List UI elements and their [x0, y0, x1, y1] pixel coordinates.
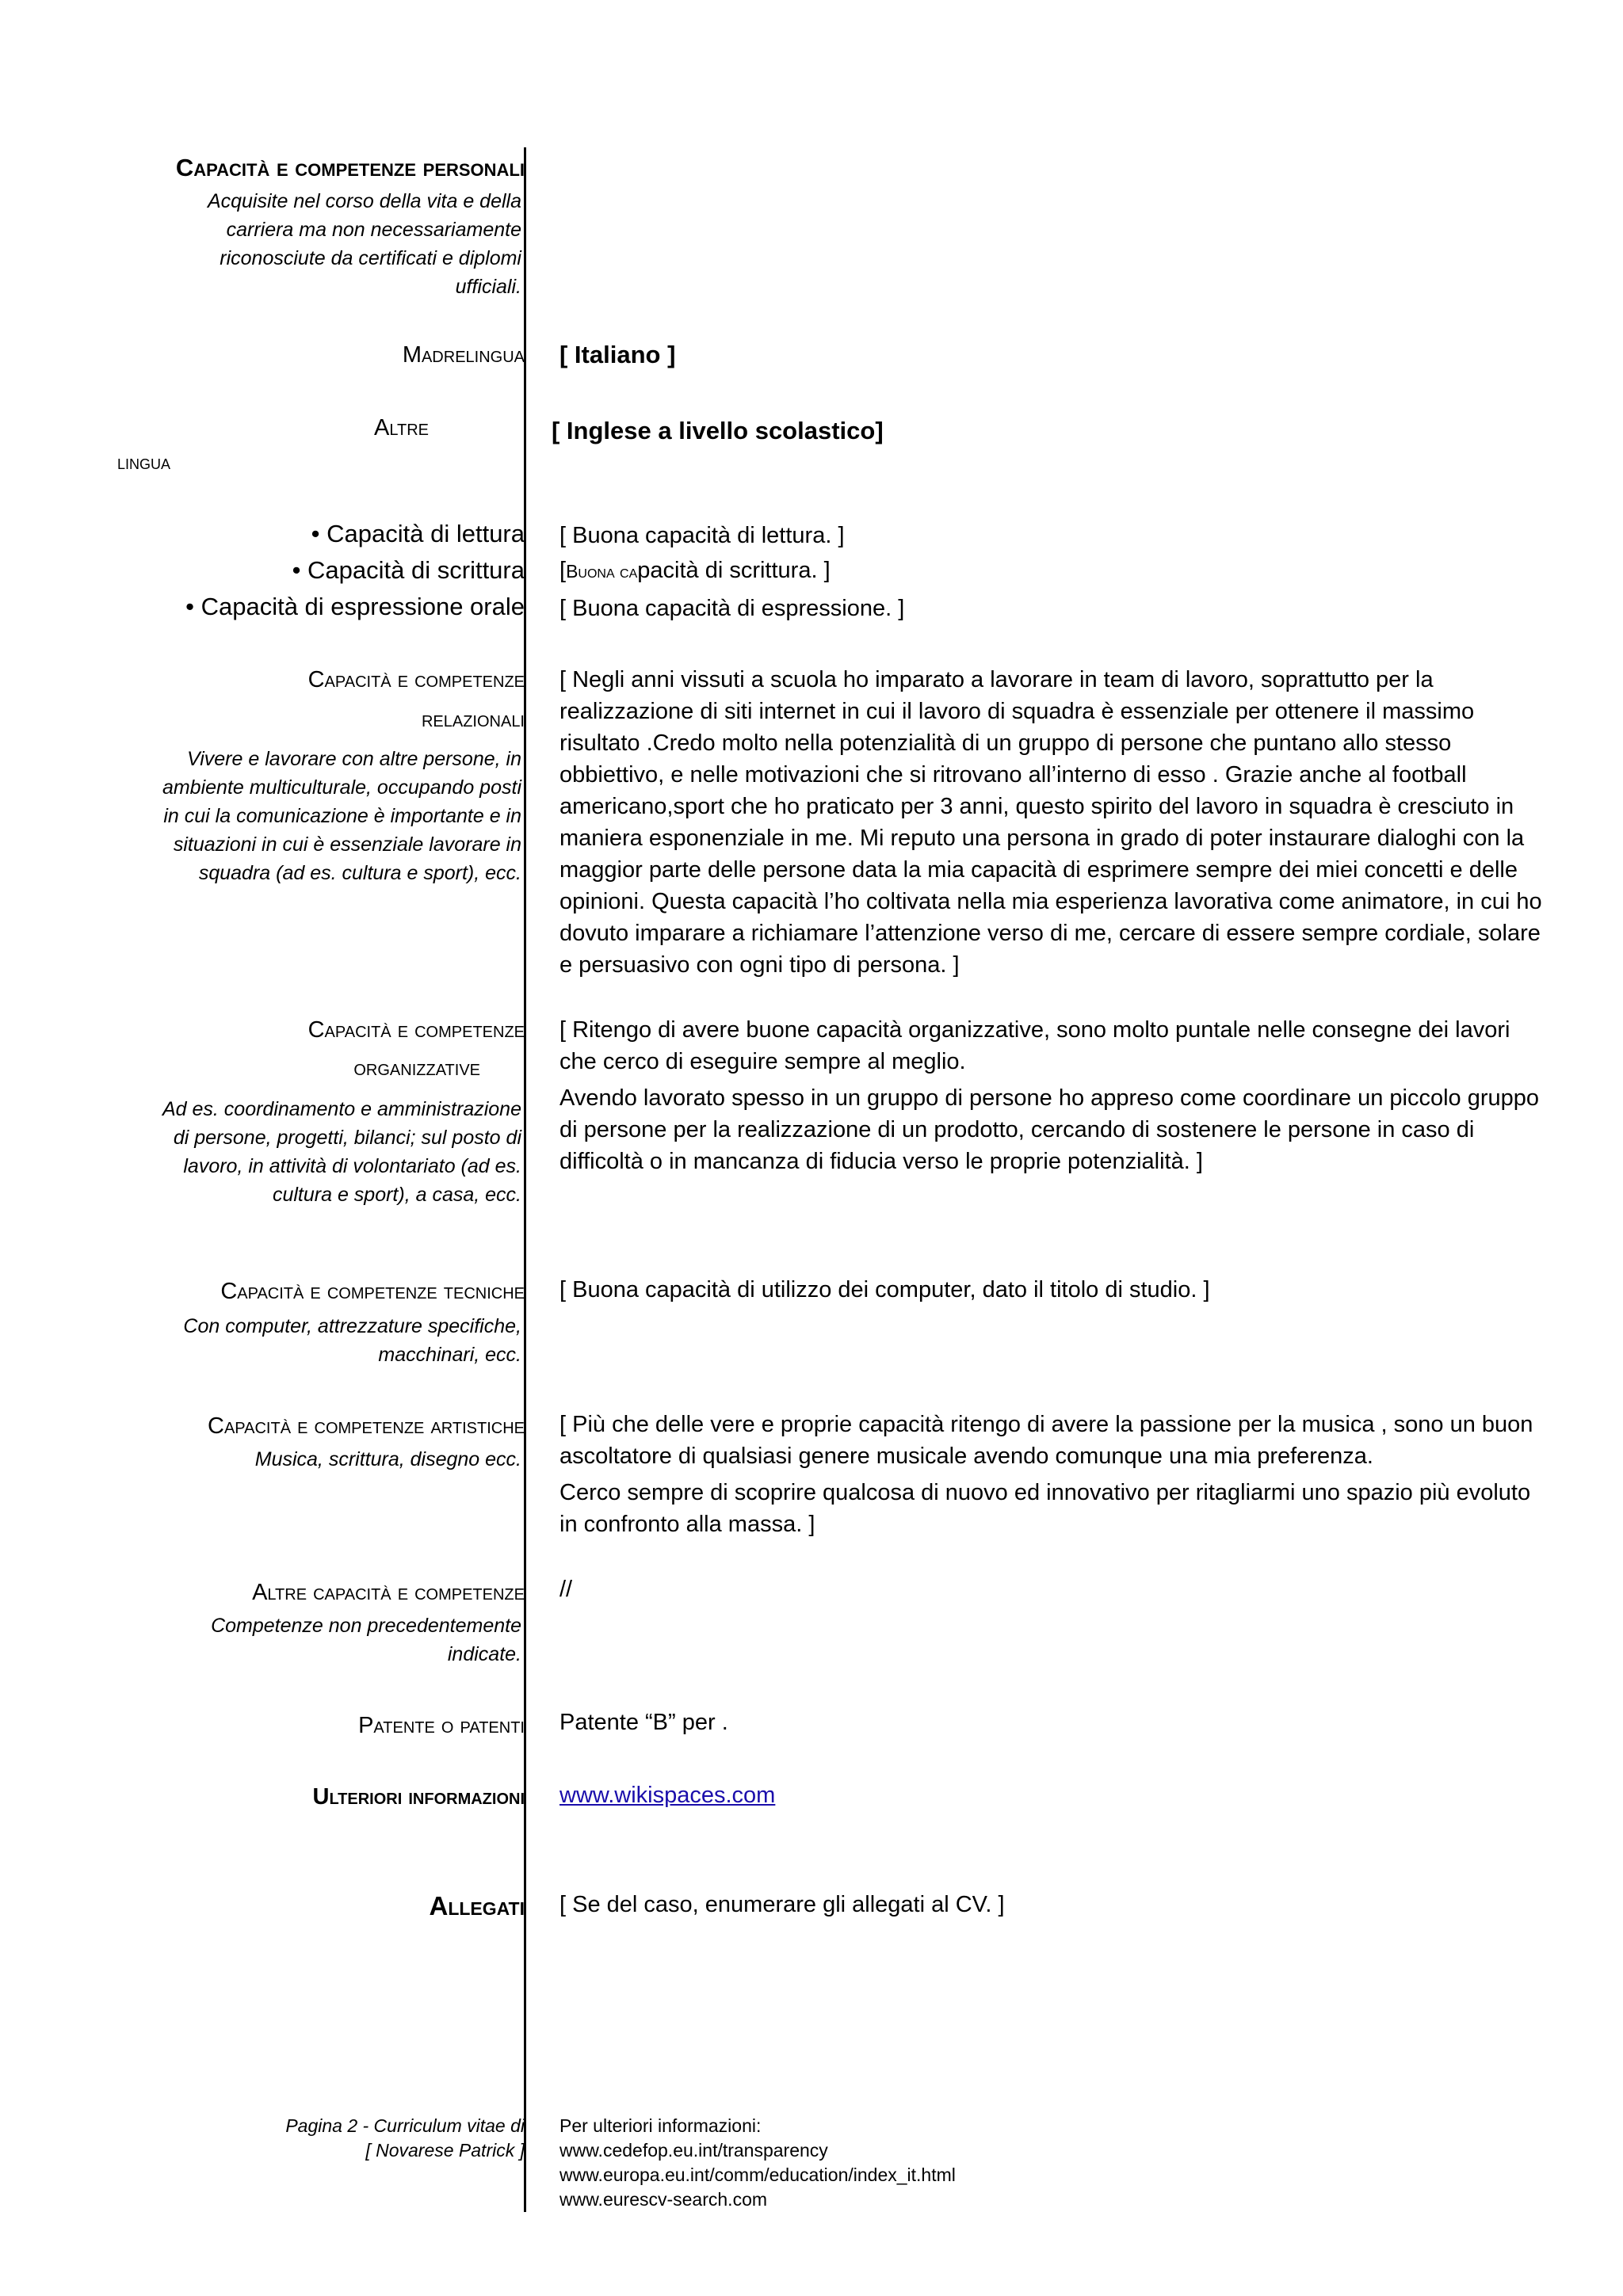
value-mother-tongue: [ Italiano ]	[559, 341, 676, 368]
value-technical: [ Buona capacità di utilizzo dei computer, dato il titolo di studio. ]	[559, 1277, 1210, 1302]
value-further-info	[559, 1779, 1542, 1811]
value-other: //	[559, 1577, 573, 1602]
label-further-info: Ulteriori informazioni	[312, 1784, 525, 1810]
value-artistic-p1: [ Più che delle vere e proprie capacità ritengo di avere la passione per la musica , sono un buon ascoltatore di qualsiasi genere musicale avendo comunque una mia preferenza.	[559, 1412, 1533, 1469]
value-writing: [Buona capacità di scrittura. ]	[559, 558, 831, 583]
value-artistic	[559, 1409, 1542, 1540]
value-license: Patente “B” per .	[559, 1710, 728, 1735]
label-license: Patente o patenti	[358, 1713, 525, 1738]
label-organizational: Capacità e competenze	[307, 1017, 525, 1043]
value-other-languages: [ Inglese a livello scolastico]	[552, 417, 884, 444]
value-reading: [ Buona capacità di lettura. ]	[559, 523, 845, 548]
value-artistic-p2: Cerco sempre di scoprire qualcosa di nuovo ed innovativo per ritagliarmi uno spazio più evoluto in confronto alla massa. ]	[559, 1480, 1531, 1537]
footer-info-label: Per ulteriori informazioni:	[559, 2115, 762, 2136]
label-technical: Capacità e competenze tecniche	[220, 1279, 525, 1304]
desc-relational: Vivere e lavorare con altre persone, in ambiente multiculturale, occupando posti in cui la comunicazione è importante e in situazioni in cui è essenziale lavorare in squadra (ad es. cultura e sport), ecc.	[162, 748, 521, 884]
value-organizational-p2: Avendo lavorato spesso in un gruppo di persone ho appreso come coordinare un piccolo gruppo di persone per la realizzazione di un prodotto, cercando di sostenere le persone in caso di difficoltà o in mancanza di fiducia verso le proprie potenzialità. ]	[559, 1085, 1540, 1174]
label-other-languages-2: lingua	[117, 452, 171, 474]
value-speaking: [ Buona capacità di espressione. ]	[559, 596, 905, 621]
section-heading-personal: Capacità e competenze personali	[175, 154, 525, 181]
value-organizational-p1: [ Ritengo di avere buone capacità organizzative, sono molto puntale nelle consegne dei lavori che cerco di eseguire sempre al meglio.	[559, 1017, 1510, 1074]
section-desc-personal: Acquisite nel corso della vita e della carriera ma non necessariamente riconosciute da certificati e diplomi ufficiali.	[207, 190, 521, 298]
desc-technical: Con computer, attrezzature specifiche, macchinari, ecc.	[183, 1315, 521, 1366]
label-relational-2: relazionali	[421, 707, 525, 732]
footer-cv-name: [ Novarese Patrick ]	[365, 2140, 525, 2161]
label-artistic: Capacità e competenze artistiche	[208, 1413, 525, 1439]
desc-other: Competenze non precedentemente indicate.	[211, 1615, 521, 1665]
desc-organizational: Ad es. coordinamento e amministrazione di persone, progetti, bilanci; sul posto di lavoro, in attività di volontariato (ad es. cultura e sport), a casa, ecc.	[162, 1098, 521, 1206]
footer-link-eurescv: www.eurescv-search.com	[559, 2189, 768, 2210]
label-mother-tongue: Madrelingua	[402, 342, 525, 368]
label-organizational-2: organizzative	[353, 1055, 480, 1081]
label-writing: • Capacità di scrittura	[292, 556, 525, 584]
label-other: Altre capacità e competenze	[252, 1580, 525, 1605]
label-relational: Capacità e competenze	[307, 667, 525, 692]
value-organizational	[559, 1014, 1542, 1177]
footer-link-cedefop: www.cedefop.eu.int/transparency	[559, 2140, 828, 2161]
footer-link-europa: www.europa.eu.int/comm/education/index_it.html	[559, 2164, 956, 2185]
footer-page-info: Pagina 2 - Curriculum vitae di	[285, 2115, 525, 2136]
value-attachments: [ Se del caso, enumerare gli allegati al CV. ]	[559, 1892, 1005, 1917]
label-speaking: • Capacità di espressione orale	[185, 593, 525, 620]
desc-artistic: Musica, scrittura, disegno ecc.	[254, 1448, 521, 1470]
label-attachments: Allegati	[429, 1891, 525, 1920]
value-relational: [ Negli anni vissuti a scuola ho imparato a lavorare in team di lavoro, soprattutto per la realizzazione di siti internet in cui il lavoro di squadra è essenziale per ottenere il massimo risultato .Credo molto nella potenzialità di un gruppo di persone che puntano allo stesso obbiettivo, e nelle motivazioni che si ritrovano all’interno di esso . Grazie anche al football americano,sport che ho praticato per 3 anni, questo spirito del lavoro in squadra è cresciuto in maniera esponenziale in me. Mi reputo una persona in grado di poter instaurare dialoghi con la maggior parte delle persone data la mia capacità di esprimere sempre dei miei concetti e delle opinioni. Questa capacità l’ho coltivata nella mia esperienza lavorativa come animatore, in cui ho dovuto imparare a richiamare l’attenzione verso di me, cercare di essere sempre cordiale, solare e persuasivo con ogni tipo di persona. ]	[559, 667, 1542, 978]
label-other-languages: Altre	[374, 415, 429, 441]
wikispaces-link[interactable]: www.wikispaces.com	[559, 1783, 776, 1808]
label-reading: • Capacità di lettura	[311, 520, 525, 547]
